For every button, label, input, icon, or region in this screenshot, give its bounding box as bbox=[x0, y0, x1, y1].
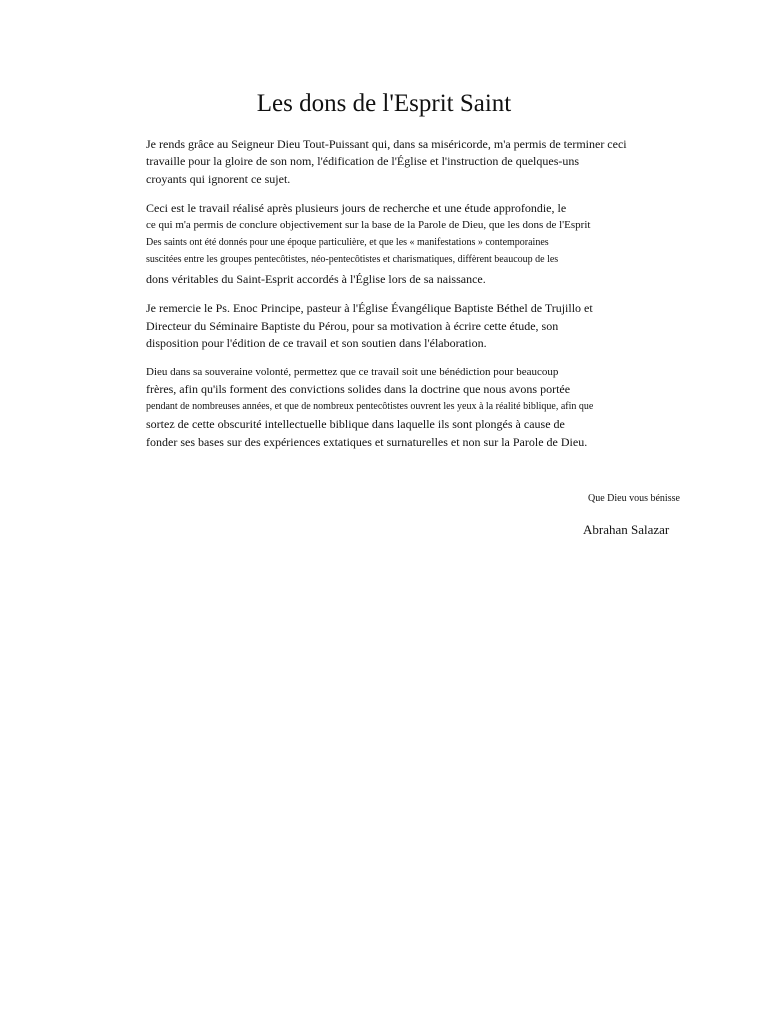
closing-blessing: Que Dieu vous bénisse bbox=[588, 493, 680, 504]
paragraph-4-line-5: fonder ses bases sur des expériences extatiques et surnaturelles et non sur la Parole de Dieu. bbox=[146, 435, 588, 449]
paragraph-3-line-3: disposition pour l'édition de ce travail et son soutien dans l'élaboration. bbox=[146, 336, 487, 350]
paragraph-2-line-4: suscitées entre les groupes pentecôtistes, néo-pentecôtistes et charismatiques, diffèrent beaucoup de les bbox=[146, 254, 559, 265]
paragraph-4-line-1: Dieu dans sa souveraine volonté, permettez que ce travail soit une bénédiction pour beaucoup bbox=[146, 366, 559, 378]
paragraph-3-line-1: Je remercie le Ps. Enoc Principe, pasteur à l'Église Évangélique Baptiste Béthel de Trujillo et bbox=[146, 301, 593, 315]
author-signature: Abrahan Salazar bbox=[583, 522, 670, 537]
paragraph-4-line-2: frères, afin qu'ils forment des convictions solides dans la doctrine que nous avons portée bbox=[146, 382, 571, 396]
paragraph-1-line-3: croyants qui ignorent ce sujet. bbox=[146, 172, 291, 186]
paragraph-3-line-2: Directeur du Séminaire Baptiste du Pérou, pour sa motivation à écrire cette étude, son bbox=[146, 319, 559, 333]
paragraph-4-line-3: pendant de nombreuses années, et que de nombreux pentecôtistes ouvrent les yeux à la réalité biblique, afin que bbox=[146, 401, 594, 412]
paragraph-2-line-3: Des saints ont été donnés pour une époque particulière, et que les « manifestations » contemporaines bbox=[146, 237, 549, 248]
paragraph-1-line-2: travaille pour la gloire de son nom, l'édification de l'Église et l'instruction de quelques-uns bbox=[146, 154, 580, 168]
paragraph-2-line-1: Ceci est le travail réalisé après plusieurs jours de recherche et une étude approfondie, le bbox=[146, 201, 567, 215]
page-title: Les dons de l'Esprit Saint bbox=[256, 90, 512, 117]
paragraph-1-line-1: Je rends grâce au Seigneur Dieu Tout-Puissant qui, dans sa miséricorde, m'a permis de terminer ceci bbox=[146, 137, 627, 151]
paragraph-2-line-5: dons véritables du Saint-Esprit accordés à l'Église lors de sa naissance. bbox=[146, 272, 486, 286]
paragraph-2-line-2: ce qui m'a permis de conclure objectivement sur la base de la Parole de Dieu, que les dons de l'Esprit bbox=[146, 219, 591, 231]
paragraph-4-line-4: sortez de cette obscurité intellectuelle biblique dans laquelle ils sont plongés à cause de bbox=[146, 417, 565, 431]
